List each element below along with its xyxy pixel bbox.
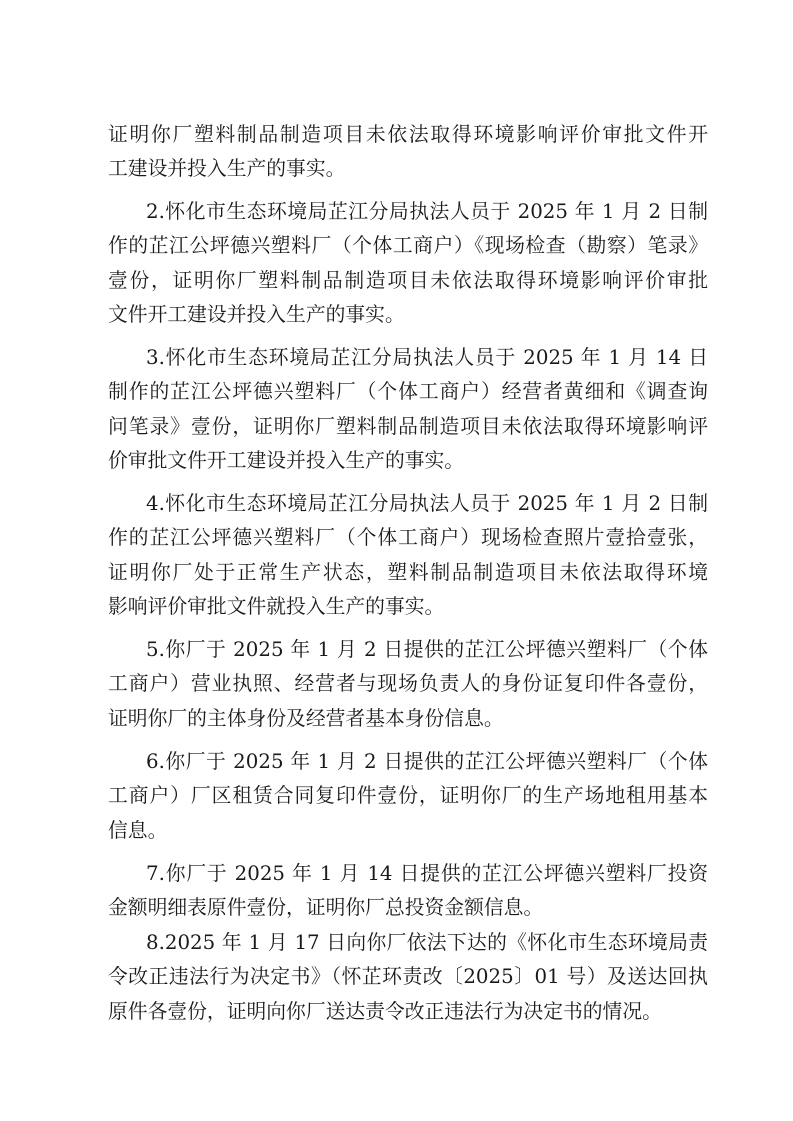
- text-line: 作的芷江公坪德兴塑料厂（个体工商户）《现场检查（勘察）笔录》: [108, 234, 708, 257]
- text-line: 价审批文件开工建设并投入生产的事实。: [108, 449, 465, 472]
- text-line: 2.怀化市生态环境局芷江分局执法人员于 2025 年 1 月 2 日制: [146, 200, 708, 223]
- text-line: 信息。: [108, 819, 168, 842]
- text-line: 工商户）厂区租赁合同复印件壹份，证明你厂的生产场地租用基本: [108, 784, 708, 807]
- text-line: 证明你厂塑料制品制造项目未依法取得环境影响评价审批文件开: [108, 123, 708, 146]
- text-line: 4.怀化市生态环境局芷江分局执法人员于 2025 年 1 月 2 日制: [146, 492, 708, 515]
- text-line: 原件各壹份，证明向你厂送达责令改正违法行为决定书的情况。: [108, 1000, 662, 1023]
- text-line: 6.你厂于 2025 年 1 月 2 日提供的芷江公坪德兴塑料厂（个体: [146, 750, 708, 773]
- text-line: 工商户）营业执照、经营者与现场负责人的身份证复印件各壹份，: [108, 672, 708, 695]
- text-line: 证明你厂的主体身份及经营者基本身份信息。: [108, 707, 504, 730]
- text-line: 7.你厂于 2025 年 1 月 14 日提供的芷江公坪德兴塑料厂投资: [146, 862, 708, 885]
- text-line: 工建设并投入生产的事实。: [108, 157, 346, 180]
- text-line: 作的芷江公坪德兴塑料厂（个体工商户）现场检查照片壹拾壹张，: [108, 526, 708, 549]
- text-line: 证明你厂处于正常生产状态，塑料制品制造项目未依法取得环境: [108, 561, 708, 584]
- text-line: 令改正违法行为决定书》（怀芷环责改〔2025〕01 号）及送达回执: [108, 965, 708, 988]
- text-line: 3.怀化市生态环境局芷江分局执法人员于 2025 年 1 月 14 日: [146, 346, 708, 369]
- text-line: 问笔录》壹份，证明你厂塑料制品制造项目未依法取得环境影响评: [108, 415, 708, 438]
- text-line: 文件开工建设并投入生产的事实。: [108, 303, 405, 326]
- text-line: 制作的芷江公坪德兴塑料厂（个体工商户）经营者黄细和《调查询: [108, 380, 708, 403]
- text-line: 8.2025 年 1 月 17 日向你厂依法下达的《怀化市生态环境局责: [146, 931, 708, 954]
- text-line: 影响评价审批文件就投入生产的事实。: [108, 595, 445, 618]
- text-line: 壹份，证明你厂塑料制品制造项目未依法取得环境影响评价审批: [108, 269, 708, 292]
- text-line: 5.你厂于 2025 年 1 月 2 日提供的芷江公坪德兴塑料厂（个体: [146, 638, 708, 661]
- text-line: 金额明细表原件壹份，证明你厂总投资金额信息。: [108, 896, 544, 919]
